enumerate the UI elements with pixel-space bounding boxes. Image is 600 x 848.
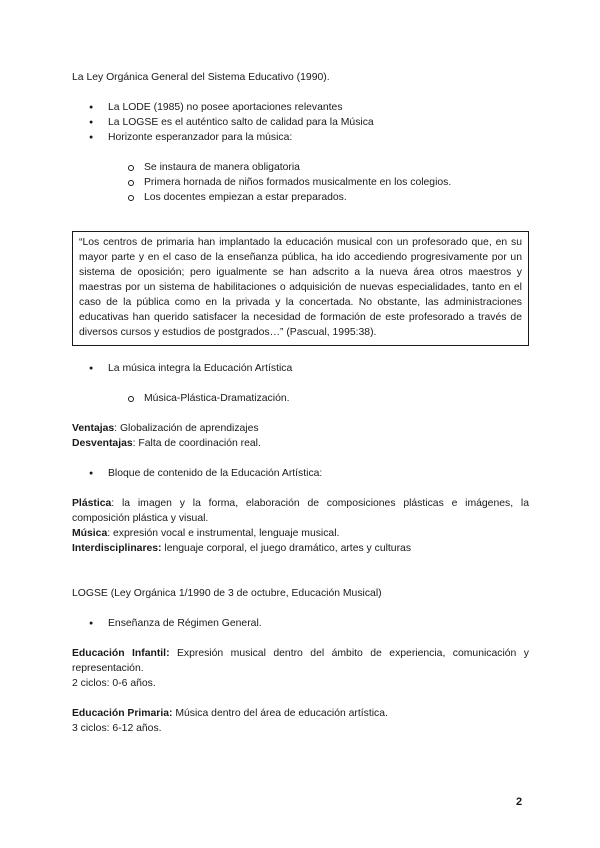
quote-box: “Los centros de primaria han implantado la educación musical con un profesorado que, en su mayor parte y en el caso de la enseñanza pública, ha ido accediendo progresivamente por un sistema de oposición; pero igualmente se han adscrito a la nueva área otros maestros y maestras por un sistema de habilitaciones o adquisición de nuevas especialidades, tanto en el caso de la pública como en la privada y la concertada. No obstante, las administraciones educativas han querido satisfacer la necesidad de formación de este profesorado a través de diversos cursos y estudios de postgrados…” (Pascual, 1995:38). xyxy=(72,231,529,346)
list-item: Se instaura de manera obligatoria xyxy=(72,160,529,175)
musica-label: Música xyxy=(72,528,108,539)
desventajas-text: : Falta de coordinación real. xyxy=(132,438,261,449)
artistic-sub-bullet-list xyxy=(72,391,529,406)
list-item: ● La música integra la Educación Artística xyxy=(72,361,529,376)
primaria-label: Educación Primaria: xyxy=(72,708,173,719)
list-item: Los docentes empiezan a estar preparados. xyxy=(72,190,529,205)
list-item: ● La LODE (1985) no posee aportaciones relevantes xyxy=(72,100,529,115)
document-page xyxy=(72,70,529,736)
section-title-logse-1-1990: LOGSE (Ley Orgánica 1/1990 de 3 de octubre, Educación Musical) xyxy=(72,588,382,599)
primaria-line xyxy=(72,706,529,721)
infantil-label: Educación Infantil: xyxy=(72,648,170,659)
desventajas-line xyxy=(72,436,529,451)
interdisciplinares-line xyxy=(72,541,529,556)
list-item: ● La LOGSE es el auténtico salto de calidad para la Música xyxy=(72,115,529,130)
desventajas-label: Desventajas xyxy=(72,438,133,449)
infantil-cycles: 2 ciclos: 0-6 años. xyxy=(72,678,156,689)
logse-bullet-list xyxy=(72,616,529,631)
list-item: ● Horizonte esperanzador para la música: xyxy=(72,130,529,145)
page-number: 2 xyxy=(516,796,523,808)
intro-bullet-list xyxy=(72,100,529,145)
interdisciplinares-text: lenguaje corporal, el juego dramático, artes y culturas xyxy=(161,543,412,554)
primaria-text: Música dentro del área de educación artística. xyxy=(172,708,388,719)
infantil-line xyxy=(72,646,529,676)
infantil-text: Expresión musical dentro del ámbito de experiencia, comunicación y representación. xyxy=(72,648,529,674)
list-item: Música-Plástica-Dramatización. xyxy=(72,391,529,406)
primaria-cycles: 3 ciclos: 6-12 años. xyxy=(72,723,162,734)
musica-line xyxy=(72,526,529,541)
interdisciplinares-label: Interdisciplinares: xyxy=(72,543,162,554)
list-item: Primera hornada de niños formados musicalmente en los colegios. xyxy=(72,175,529,190)
section-title-logse-1990: La Ley Orgánica General del Sistema Educativo (1990). xyxy=(72,72,330,83)
content-block-bullet-list xyxy=(72,466,529,481)
list-item: ● Bloque de contenido de la Educación Artística: xyxy=(72,466,529,481)
intro-sub-bullet-list xyxy=(72,160,529,205)
plastica-line xyxy=(72,496,529,526)
ventajas-text: : Globalización de aprendizajes xyxy=(114,423,259,434)
plastica-text: : la imagen y la forma, elaboración de composiciones plásticas e imágenes, la composición plástica y visual. xyxy=(72,498,529,524)
musica-text: : expresión vocal e instrumental, lenguaje musical. xyxy=(107,528,340,539)
artistic-bullet-list xyxy=(72,361,529,376)
plastica-label: Plástica xyxy=(72,498,112,509)
list-item: ● Enseñanza de Régimen General. xyxy=(72,616,529,631)
ventajas-line xyxy=(72,421,529,436)
ventajas-label: Ventajas xyxy=(72,423,115,434)
